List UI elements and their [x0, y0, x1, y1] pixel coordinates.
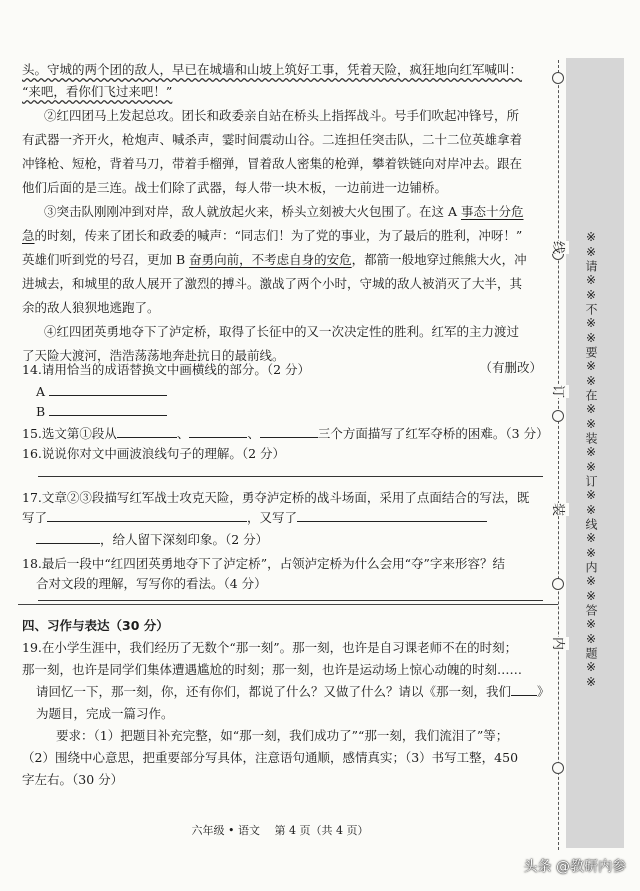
watermark: 头条 @教研内参	[523, 859, 626, 875]
paragraph-4: ④红四团英勇地夺下了泸定桥，取得了长征中的又一次决定性的胜利。红军的主力渡过	[44, 324, 520, 339]
paragraph-2: ②红四团马上发起总攻。团长和政委亲自站在桥头上指挥战斗。号手们吹起冲锋号，所	[44, 108, 520, 123]
answer-blank[interactable]	[49, 383, 167, 396]
cut-line	[558, 60, 559, 850]
answer-blank[interactable]	[36, 531, 100, 544]
question-19-line: 请回忆一下，那一刻，你，还有你们，都说了什么？又做了什么？请以《那一刻，我们 》	[36, 684, 550, 699]
answer-blank[interactable]	[189, 425, 247, 438]
answer-blank[interactable]	[49, 403, 167, 416]
cut-word: 订	[550, 385, 569, 398]
passage-line: 进城去，和城里的敌人展开了激烈的搏斗。激战了两个小时，守城的敌人被消灭了大半，其	[22, 276, 523, 291]
binding-hole	[552, 762, 564, 774]
passage-line: 他们后面的是三连。战士们除了武器，每人带一块木板，一边前进一边铺桥。	[22, 180, 448, 195]
requirements-line: （2）围绕中心意思，把重要部分写具体，注意语句通顺，感情真实；（3）书写工整，450	[22, 750, 519, 765]
answer-line[interactable]	[38, 476, 543, 477]
cut-word: 装	[550, 503, 569, 516]
paragraph-3: ③突击队刚刚冲到对岸，敌人就放起火来，桥头立刻被大火包围了。在这 A 事态十分危	[44, 204, 524, 219]
question-15: 15.选文第①段从 、 、 三个方面描写了红军夺桥的困难。（3 分）	[22, 426, 549, 441]
question-19-line: 那一刻，也许是同学们集体遭遇尴尬的时刻；那一刻，也许是运动场上惊心动魄的时刻……	[22, 662, 523, 677]
question-17-line-3: ，给人留下深刻印象。（2 分）	[36, 530, 556, 550]
answer-blank[interactable]	[117, 425, 177, 438]
passage-line: 头。守城的两个团的敌人，早已在城墙和山坡上筑好工事，凭着天险，疯狂地向红军喊叫：	[22, 62, 523, 77]
answer-line[interactable]	[38, 600, 543, 601]
binding-hole	[552, 578, 564, 590]
binding-notice: ※※请※※不※※要※※在※※装※※订※※线※※内※※答※※题※※	[584, 230, 598, 690]
requirements: 要求：（1）把题目补充完整，如“那一刻，我们成功了”“那一刻，我们流泪了”等；	[56, 728, 509, 743]
question-14: 14.请用恰当的成语替换文中画横线的部分。（2 分）	[22, 362, 311, 377]
question-18-line-2: 合对文段的理解，写写你的看法。（4 分）	[36, 576, 267, 591]
question-16: 16.说说你对文中画波浪线句子的理解。（2 分）	[22, 446, 286, 461]
passage-line: 有武器一齐开火，枪炮声、喊杀声，霎时间震动山谷。二连担任突击队，二十二位英雄拿着	[22, 132, 523, 147]
question-17-line-2: 写了 ，又写了	[22, 508, 542, 528]
source-note: （有删改）	[479, 360, 542, 375]
answer-b: B	[36, 402, 556, 422]
answer-blank[interactable]	[297, 509, 487, 522]
passage-line: 了天险大渡河，浩浩荡荡地奔赴抗日的最前线。	[22, 348, 285, 363]
binding-hole	[552, 72, 564, 84]
passage-line: 急的时刻，传来了团长和政委的喊声：“同志们！为了党的事业，为了最后的胜利，冲呀！”	[22, 228, 523, 243]
section-divider	[18, 604, 558, 605]
page-footer: 六年级 • 语文 第 4 页（共 4 页）	[191, 824, 369, 837]
question-19-line: 为题目，完成一篇习作。	[36, 706, 174, 721]
passage-line: “来吧，看你们飞过来吧！”	[22, 84, 173, 99]
answer-blank[interactable]	[47, 509, 247, 522]
section-4-heading: 四、习作与表达（30 分）	[22, 618, 169, 633]
passage-line: 英雄们听到党的号召，更加 B 奋勇向前，不考虑自身的安危，都箭一般地穿过熊熊大火，冲	[22, 252, 527, 267]
passage-line: 余的敌人狼狈地逃跑了。	[22, 300, 160, 315]
question-17: 17.文章②③段描写红军战士攻克天险，勇夺泸定桥的战斗场面，采用了点面结合的写法，既	[22, 490, 530, 505]
question-19: 19.在小学生涯中，我们经历了无数个“那一刻”。那一刻，也许是自习课老师不在的时刻；	[22, 640, 518, 655]
question-18: 18.最后一段中“红四团英勇地夺下了泸定桥”，占领泸定桥为什么会用“夺”字来形容？结	[22, 556, 505, 571]
binding-hole	[552, 410, 564, 422]
passage-line: 冲锋枪、短枪，背着马刀，带着手榴弹，冒着敌人密集的枪弹，攀着铁链向对岸冲去。跟在	[22, 156, 523, 171]
cut-word: 线	[550, 241, 569, 254]
answer-blank[interactable]	[260, 425, 318, 438]
cut-word: 内	[550, 637, 569, 650]
title-blank[interactable]	[511, 683, 537, 696]
requirements-line: 字左右。（30 分）	[22, 772, 124, 787]
answer-a: A	[36, 382, 556, 402]
